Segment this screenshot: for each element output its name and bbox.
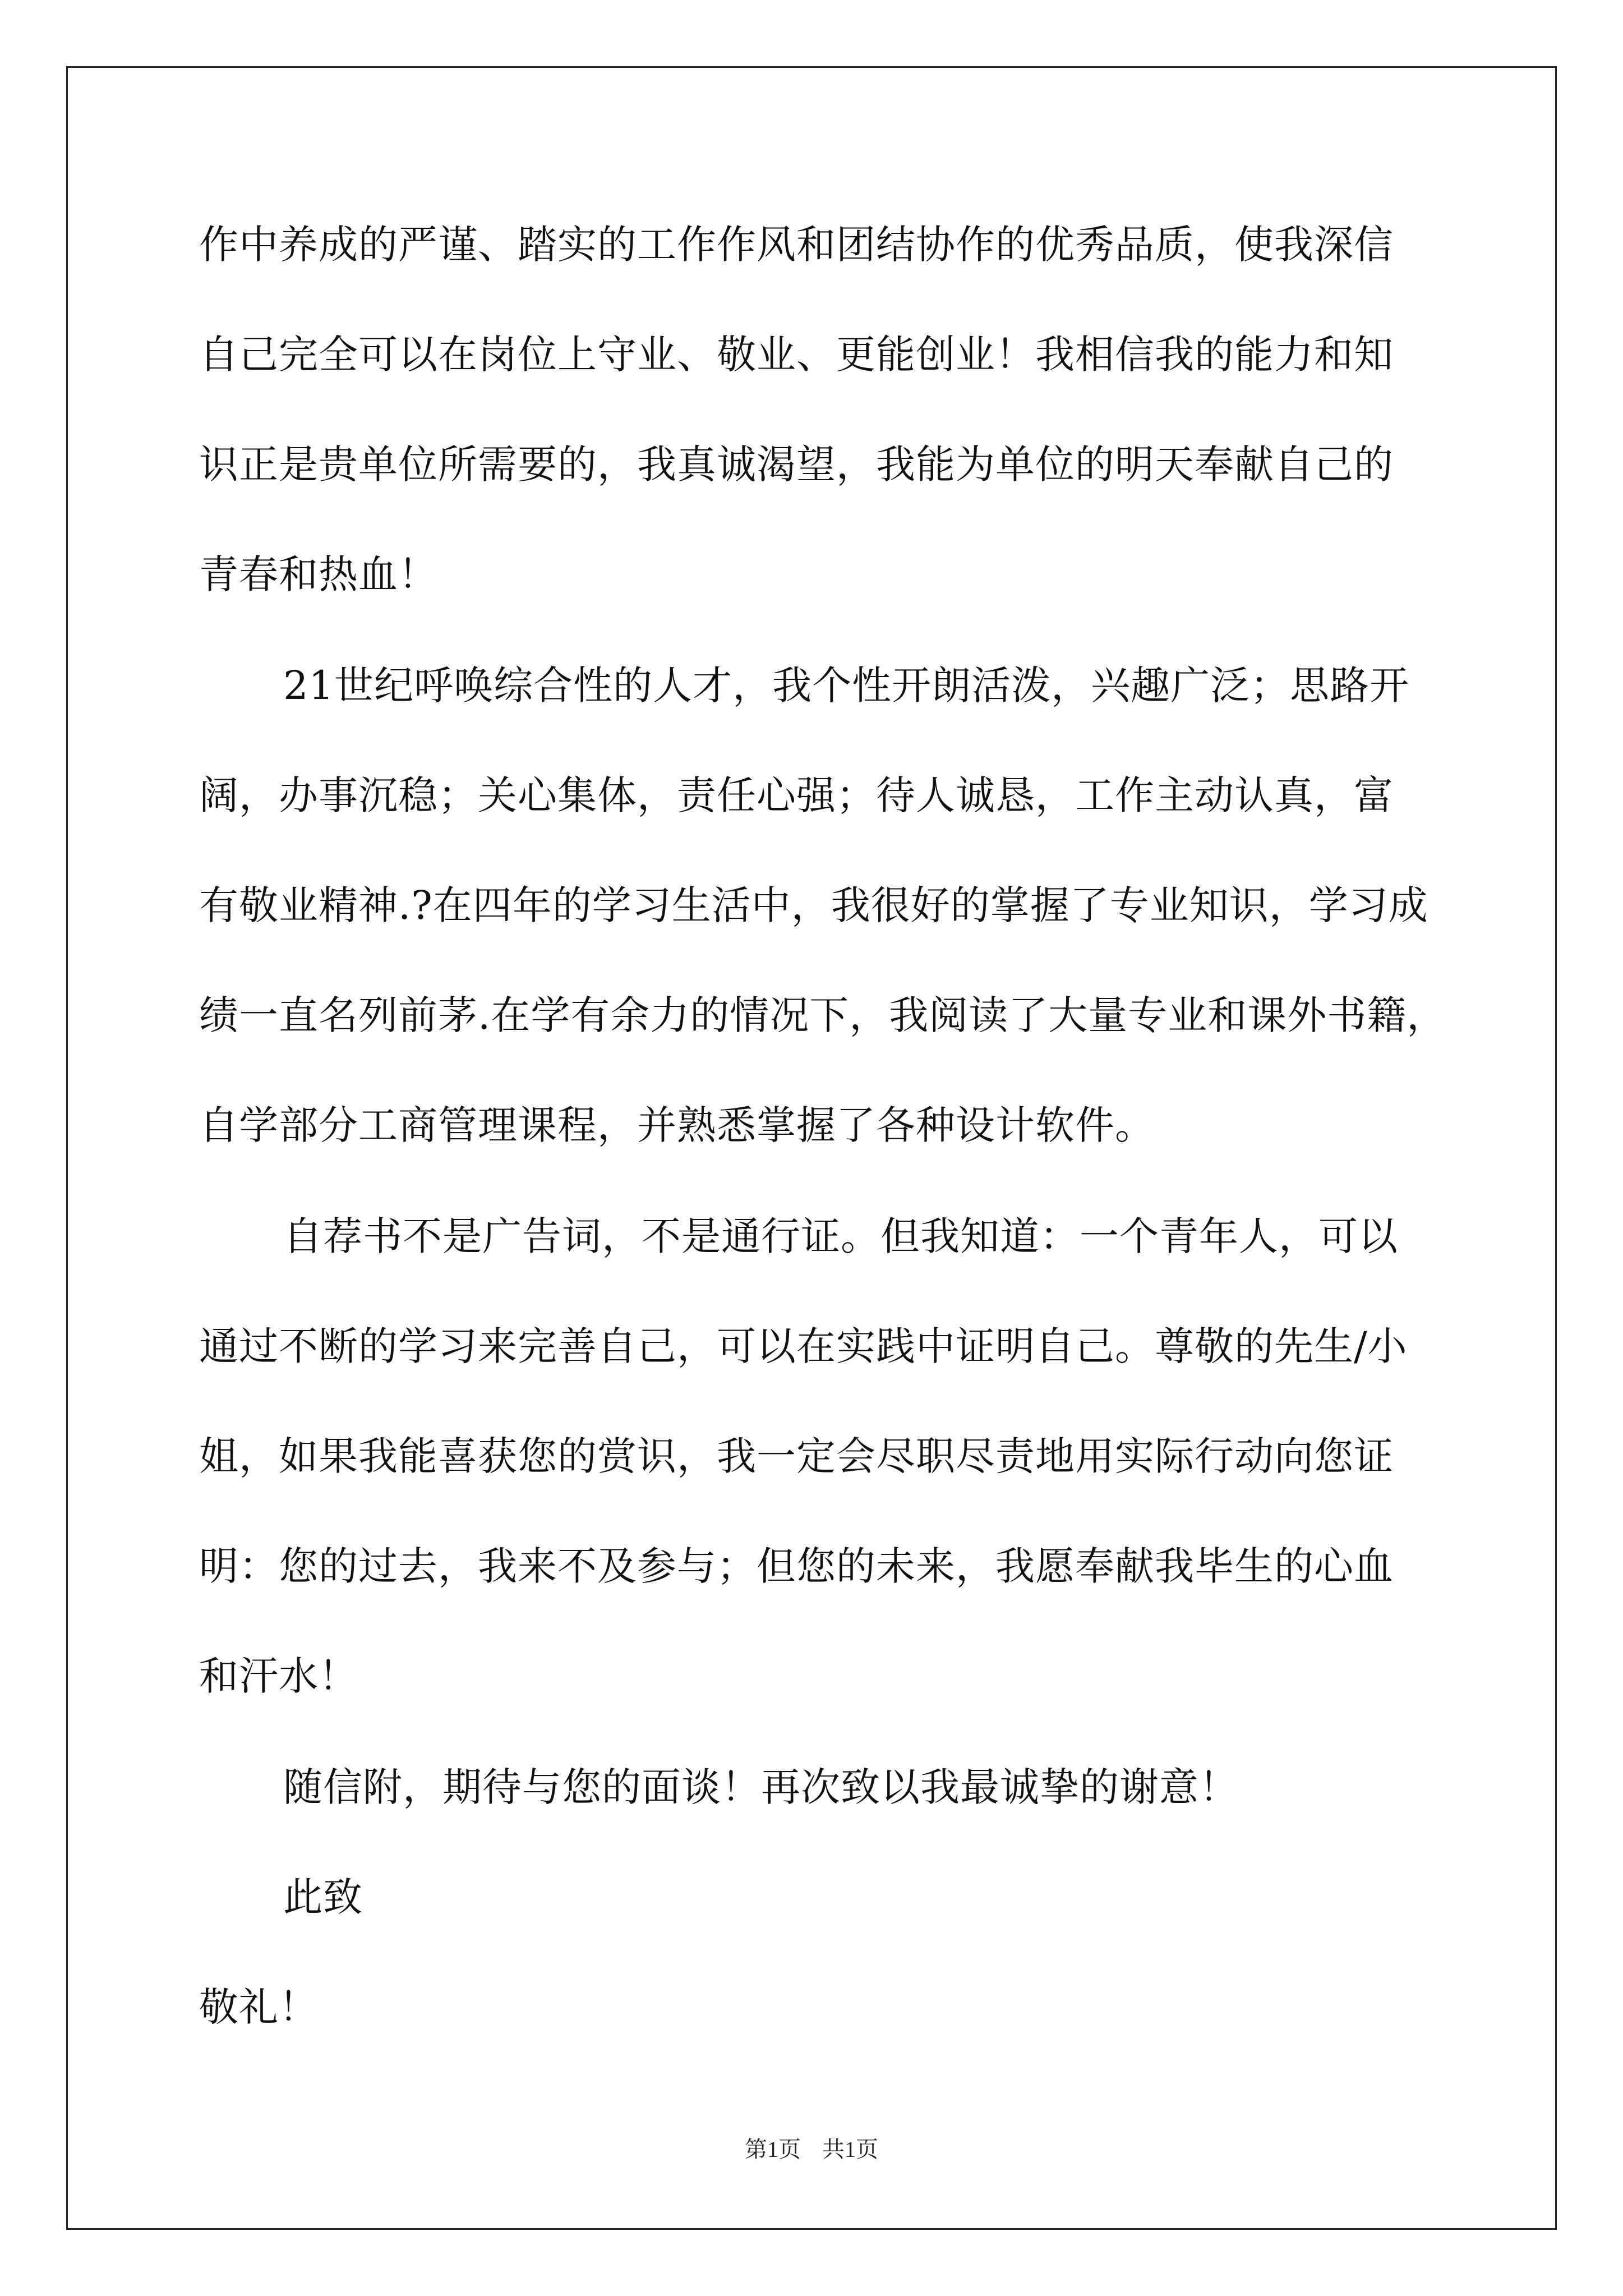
text-line-11: 通过不断的学习来完善自己，可以在实践中证明自己。尊敬的先生/小: [199, 1323, 1408, 1369]
text-line-7: 有敬业精神.?在四年的学习生活中，我很好的掌握了专业知识，学习成: [199, 882, 1428, 928]
text-line-16: 此致: [283, 1874, 363, 1920]
text-line-6: 阔，办事沉稳；关心集体，责任心强；待人诚恳，工作主动认真，富: [199, 772, 1394, 818]
text-line-8: 绩一直名列前茅.在学有余力的情况下，我阅读了大量专业和课外书籍，: [199, 992, 1447, 1038]
text-line-3: 识正是贵单位所需要的，我真诚渴望，我能为单位的明天奉献自己的: [199, 441, 1394, 487]
text-line-15: 随信附，期待与您的面谈！再次致以我最诚挚的谢意！: [283, 1764, 1239, 1810]
text-line-9: 自学部分工商管理课程，并熟悉掌握了各种设计软件。: [199, 1102, 1155, 1148]
text-line-4: 青春和热血！: [199, 551, 438, 597]
text-line-5: 21世纪呼唤综合性的人才，我个性开朗活泼，兴趣广泛；思路开: [283, 662, 1410, 708]
page-footer: [0, 2132, 1623, 2164]
text-line-1: 作中养成的严谨、踏实的工作作风和团结协作的优秀品质，使我深信: [199, 222, 1394, 268]
page-number-total: 共1页: [822, 2137, 878, 2162]
text-line-14: 和汗水！: [199, 1653, 358, 1699]
text-line-13: 明：您的过去，我来不及参与；但您的未来，我愿奉献我毕生的心血: [199, 1543, 1394, 1589]
text-line-17: 敬礼！: [199, 1984, 319, 2030]
text-line-2: 自己完全可以在岗位上守业、敬业、更能创业！我相信我的能力和知: [199, 332, 1394, 378]
text-line-12: 姐，如果我能喜获您的赏识，我一定会尽职尽责地用实际行动向您证: [199, 1433, 1394, 1479]
page-number-current: 第1页: [745, 2137, 801, 2162]
text-line-10: 自荐书不是广告词，不是通行证。但我知道：一个青年人，可以: [283, 1213, 1398, 1259]
